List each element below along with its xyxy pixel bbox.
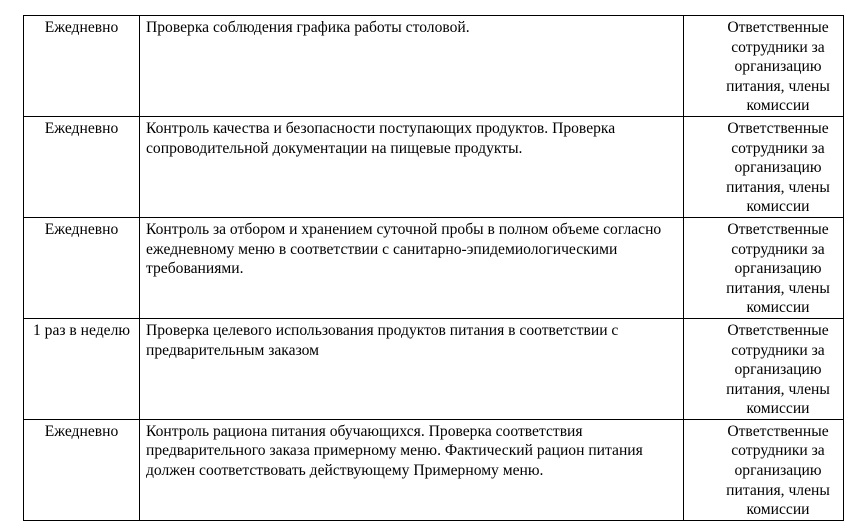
responsible-line: комиссии — [746, 299, 810, 317]
description-cell: Проверка соблюдения графика работы столовой. — [140, 16, 684, 117]
frequency-cell: Ежедневно — [24, 419, 140, 520]
responsible-line: комиссии — [746, 97, 810, 115]
responsible-line: питания, члены — [726, 380, 830, 398]
responsible-line: организацию — [734, 159, 822, 177]
responsible-cell — [684, 419, 844, 520]
responsible-line: Ответственные — [727, 422, 829, 440]
responsible-line: питания, члены — [726, 178, 830, 196]
table-row — [24, 16, 844, 117]
table-row — [24, 116, 844, 217]
responsible-line: Ответственные — [727, 220, 829, 238]
description-cell: Контроль качества и безопасности поступающих продуктов. Проверка сопроводительной документации на пищевые продукты. — [140, 116, 684, 217]
responsible-line: комиссии — [746, 400, 810, 418]
responsible-line: организацию — [734, 260, 822, 278]
frequency-cell: Ежедневно — [24, 217, 140, 318]
responsible-line: питания, члены — [726, 77, 830, 95]
responsible-line: комиссии — [746, 198, 810, 216]
responsible-cell — [684, 116, 844, 217]
responsible-line: питания, члены — [726, 481, 830, 499]
responsible-line: комиссии — [746, 501, 810, 519]
responsible-line: организацию — [734, 58, 822, 76]
control-schedule-table — [23, 15, 844, 521]
frequency-cell: 1 раз в неделю — [24, 318, 140, 419]
responsible-cell — [684, 217, 844, 318]
responsible-line: Ответственные — [727, 321, 829, 339]
table-row — [24, 318, 844, 419]
responsible-line: организацию — [734, 361, 822, 379]
responsible-line: Ответственные — [727, 19, 829, 36]
responsible-cell — [684, 318, 844, 419]
responsible-line: Ответственные — [727, 119, 829, 137]
table-row — [24, 217, 844, 318]
table-row — [24, 419, 844, 520]
responsible-line: сотрудники за — [731, 139, 825, 157]
responsible-line: организацию — [734, 462, 822, 480]
responsible-line: сотрудники за — [731, 341, 825, 359]
frequency-cell: Ежедневно — [24, 116, 140, 217]
responsible-line: сотрудники за — [731, 38, 825, 56]
responsible-line: сотрудники за — [731, 240, 825, 258]
responsible-line: сотрудники за — [731, 442, 825, 460]
description-cell: Контроль рациона питания обучающихся. Проверка соответствия предварительного заказа примерному меню. Фактический рацион питания должен соответствовать действующему Примерному меню. — [140, 419, 684, 520]
frequency-cell: Ежедневно — [24, 16, 140, 117]
responsible-cell — [684, 16, 844, 117]
responsible-line: питания, члены — [726, 279, 830, 297]
description-cell: Проверка целевого использования продуктов питания в соответствии с предварительным заказом — [140, 318, 684, 419]
description-cell: Контроль за отбором и хранением суточной пробы в полном объеме согласно ежедневному меню в соответствии с санитарно-эпидемиологическими требованиями. — [140, 217, 684, 318]
